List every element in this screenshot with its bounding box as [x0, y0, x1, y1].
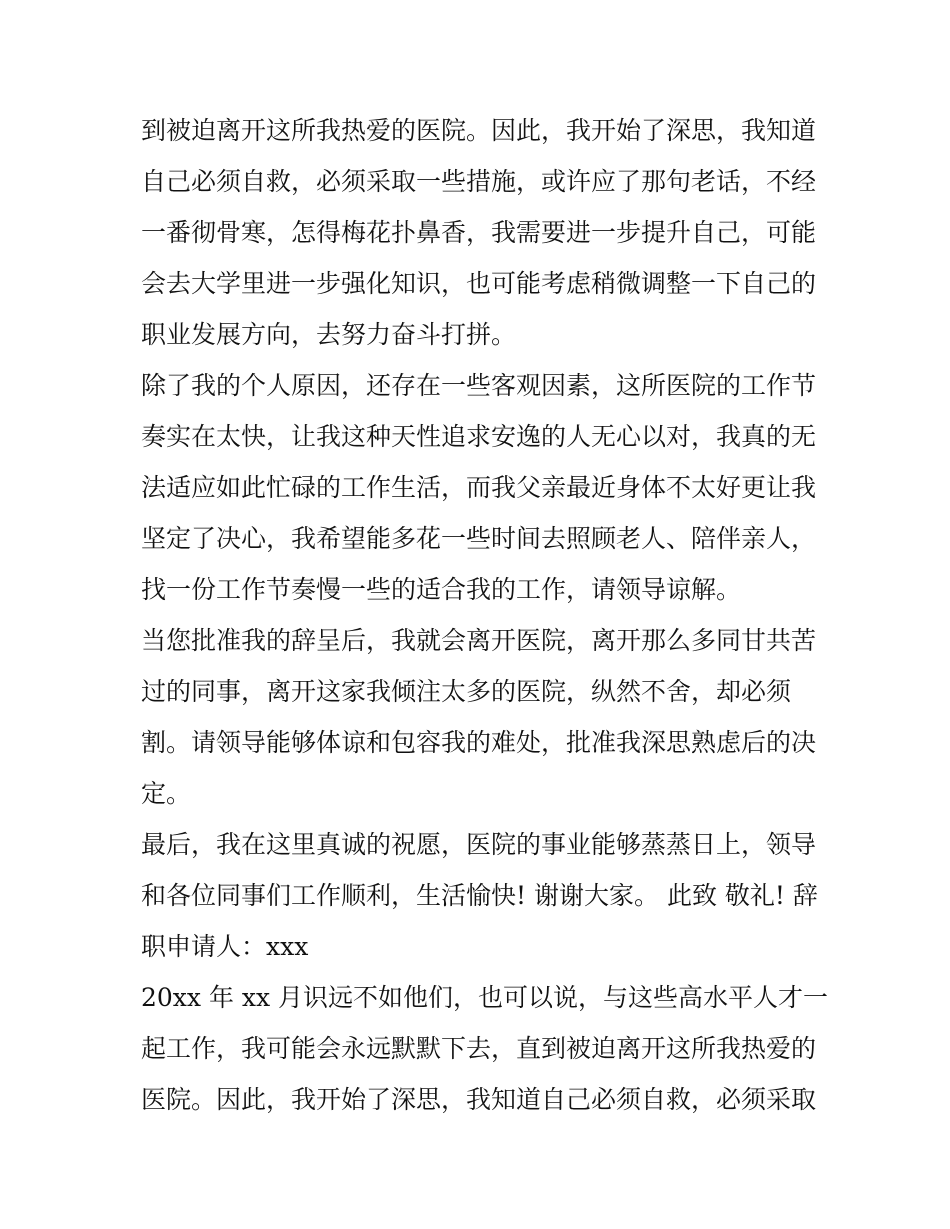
text-line: 会去大学里进一步强化知识，也可能考虑稍微调整一下自己的 — [141, 269, 817, 298]
text-line: 医院。因此，我开始了深思，我知道自己必须自救，必须采取 — [141, 1085, 817, 1114]
text-line: 割。请领导能够体谅和包容我的难处，批准我深思熟虑后的决 — [141, 728, 817, 757]
text-line: 最后，我在这里真诚的祝愿，医院的事业能够蒸蒸日上，领导 — [141, 830, 817, 859]
text-line: 当您批准我的辞呈后，我就会离开医院，离开那么多同甘共苦 — [141, 626, 817, 655]
text-line: 起工作，我可能会永远默默下去，直到被迫离开这所我热爱的 — [141, 1034, 817, 1063]
text-line: 职申请人：xxx — [141, 932, 309, 961]
text-line: 定。 — [141, 779, 192, 808]
text-line: 奏实在太快，让我这种天性追求安逸的人无心以对，我真的无 — [141, 422, 817, 451]
text-line: 20xx 年 xx 月识远不如他们，也可以说，与这些高水平人才一 — [141, 983, 829, 1012]
text-line: 职业发展方向，去努力奋斗打拼。 — [141, 320, 517, 349]
text-line: 一番彻骨寒，怎得梅花扑鼻香，我需要进一步提升自己，可能 — [141, 218, 817, 247]
text-line: 自己必须自救，必须采取一些措施，或许应了那句老话，不经 — [141, 167, 817, 196]
text-line: 坚定了决心，我希望能多花一些时间去照顾老人、陪伴亲人， — [141, 524, 817, 553]
resignation-letter-body — [141, 105, 829, 1125]
text-line: 除了我的个人原因，还存在一些客观因素，这所医院的工作节 — [141, 371, 817, 400]
text-line: 找一份工作节奏慢一些的适合我的工作，请领导谅解。 — [141, 575, 742, 604]
text-line: 到被迫离开这所我热爱的医院。因此，我开始了深思，我知道 — [141, 116, 817, 145]
text-line: 法适应如此忙碌的工作生活，而我父亲最近身体不太好更让我 — [141, 473, 817, 502]
text-line: 和各位同事们工作顺利，生活愉快! 谢谢大家。 此致 敬礼! 辞 — [141, 881, 818, 910]
text-line: 过的同事，离开这家我倾注太多的医院，纵然不舍，却必须 — [141, 677, 792, 706]
